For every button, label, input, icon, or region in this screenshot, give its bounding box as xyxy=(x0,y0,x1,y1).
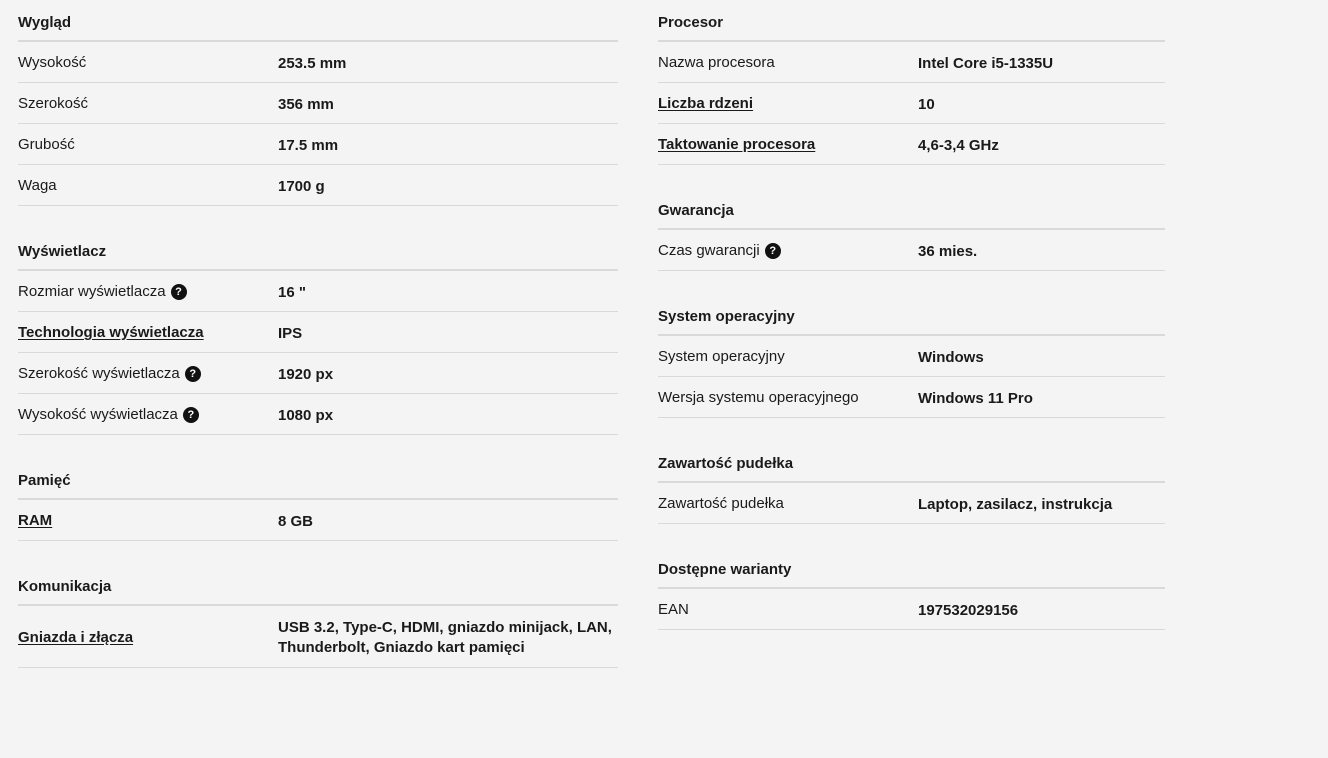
spec-label xyxy=(658,494,918,512)
spec-value: 356 mm xyxy=(278,95,334,113)
spec-label-link[interactable]: RAM xyxy=(18,512,53,529)
spec-label-text: Waga xyxy=(18,177,57,194)
spec-label-link[interactable]: Liczba rdzeni xyxy=(658,95,754,112)
spec-row-nazwa-procesora xyxy=(658,42,1165,83)
spec-row-wysokosc-wyswietlacza xyxy=(18,394,618,435)
spec-row-grubosc xyxy=(18,124,618,165)
spec-label xyxy=(18,135,278,153)
spec-label[interactable] xyxy=(18,323,278,341)
spec-label-text: System operacyjny xyxy=(658,348,785,365)
spec-label-link[interactable]: Taktowanie procesora xyxy=(658,136,816,153)
spec-value: 8 GB xyxy=(278,512,314,530)
question-circle-icon[interactable]: ? xyxy=(185,366,201,382)
spec-row-zawartosc-pudelka xyxy=(658,483,1165,524)
spec-label-text: Grubość xyxy=(18,136,75,153)
spec-row-ean xyxy=(658,589,1165,630)
spec-value: 1920 px xyxy=(278,365,334,383)
spec-value: 36 mies. xyxy=(918,242,978,260)
spec-value: 197532029156 xyxy=(918,601,1019,619)
section-title: Wyświetlacz xyxy=(18,229,618,271)
spec-value: 16 " xyxy=(278,283,306,301)
spec-label xyxy=(18,405,278,423)
spec-value: Windows xyxy=(918,348,984,366)
spec-label xyxy=(18,364,278,382)
spec-section-procesor xyxy=(658,0,1165,165)
spec-label-text: Szerokość wyświetlacza xyxy=(18,365,180,382)
spec-row-ram xyxy=(18,500,618,541)
spec-value: Windows 11 Pro xyxy=(918,389,1033,407)
spec-label-link[interactable]: Gniazda i złącza xyxy=(18,628,134,646)
spec-row-rozmiar-wyswietlacza xyxy=(18,271,618,312)
spec-label xyxy=(18,282,278,300)
spec-row-taktowanie-procesora xyxy=(658,124,1165,165)
spec-section-komunikacja xyxy=(18,564,618,668)
spec-label-text: Wysokość xyxy=(18,54,87,71)
spec-section-wyglad xyxy=(18,0,618,206)
spec-label[interactable] xyxy=(18,628,278,646)
spec-label[interactable] xyxy=(658,94,918,112)
spec-row-szerokosc-wyswietlacza xyxy=(18,353,618,394)
spec-label xyxy=(18,94,278,112)
spec-label-text: Szerokość xyxy=(18,95,89,112)
spec-label-text: Rozmiar wyświetlacza xyxy=(18,283,166,300)
spec-value: 4,6-3,4 GHz xyxy=(918,136,999,154)
spec-value: Laptop, zasilacz, instrukcja xyxy=(918,495,1113,513)
spec-label xyxy=(658,600,918,618)
spec-label xyxy=(658,241,918,259)
question-circle-icon[interactable]: ? xyxy=(183,407,199,423)
spec-section-gwarancja xyxy=(658,188,1165,271)
spec-label xyxy=(658,347,918,365)
question-circle-icon[interactable]: ? xyxy=(171,284,187,300)
spec-label-text: Czas gwarancji xyxy=(658,242,760,259)
spec-label-link[interactable]: Technologia wyświetlacza xyxy=(18,324,204,341)
spec-label xyxy=(18,176,278,194)
spec-row-czas-gwarancji xyxy=(658,230,1165,271)
spec-label xyxy=(18,53,278,71)
spec-label[interactable] xyxy=(658,135,918,153)
spec-value: 1080 px xyxy=(278,406,334,424)
spec-section-wyswietlacz xyxy=(18,229,618,435)
spec-value: 10 xyxy=(918,95,935,113)
spec-value: USB 3.2, Type-C, HDMI, gniazdo minijack, LAN, Thunderbolt, Gniazdo kart pamięci xyxy=(278,619,612,656)
spec-row-system-operacyjny xyxy=(658,336,1165,377)
spec-section-system-operacyjny xyxy=(658,294,1165,418)
spec-row-gniazda-i-zlacza xyxy=(18,606,618,668)
spec-row-wysokosc xyxy=(18,42,618,83)
spec-row-waga xyxy=(18,165,618,206)
section-title: Procesor xyxy=(658,0,1165,42)
spec-value: 1700 g xyxy=(278,177,325,195)
spec-label xyxy=(658,53,918,71)
spec-label-text: Zawartość pudełka xyxy=(658,495,784,512)
spec-row-szerokosc xyxy=(18,83,618,124)
spec-row-technologia-wyswietlacza xyxy=(18,312,618,353)
section-title: Zawartość pudełka xyxy=(658,441,1165,483)
section-title: Gwarancja xyxy=(658,188,1165,230)
spec-label-text: Wysokość wyświetlacza xyxy=(18,406,178,423)
spec-label-text: EAN xyxy=(658,601,689,618)
section-title: Komunikacja xyxy=(18,564,618,606)
question-circle-icon[interactable]: ? xyxy=(765,243,781,259)
spec-label-text: Nazwa procesora xyxy=(658,54,775,71)
spec-row-liczba-rdzeni xyxy=(658,83,1165,124)
section-title: Pamięć xyxy=(18,458,618,500)
spec-value: Intel Core i5-1335U xyxy=(918,54,1054,72)
spec-row-wersja-systemu-operacyjnego xyxy=(658,377,1165,418)
section-title: System operacyjny xyxy=(658,294,1165,336)
spec-label-text: Wersja systemu operacyjnego xyxy=(658,389,859,406)
section-title: Wygląd xyxy=(18,0,618,42)
spec-column-left xyxy=(18,0,618,691)
spec-value: 253.5 mm xyxy=(278,54,347,72)
spec-value: 17.5 mm xyxy=(278,136,339,154)
section-title: Dostępne warianty xyxy=(658,547,1165,589)
spec-label[interactable] xyxy=(18,511,278,529)
spec-section-dostepne-warianty xyxy=(658,547,1165,630)
spec-column-right xyxy=(658,0,1165,653)
spec-label xyxy=(658,388,918,406)
spec-section-pamiec xyxy=(18,458,618,541)
spec-section-zawartosc-pudelka xyxy=(658,441,1165,524)
spec-value: IPS xyxy=(278,324,303,342)
